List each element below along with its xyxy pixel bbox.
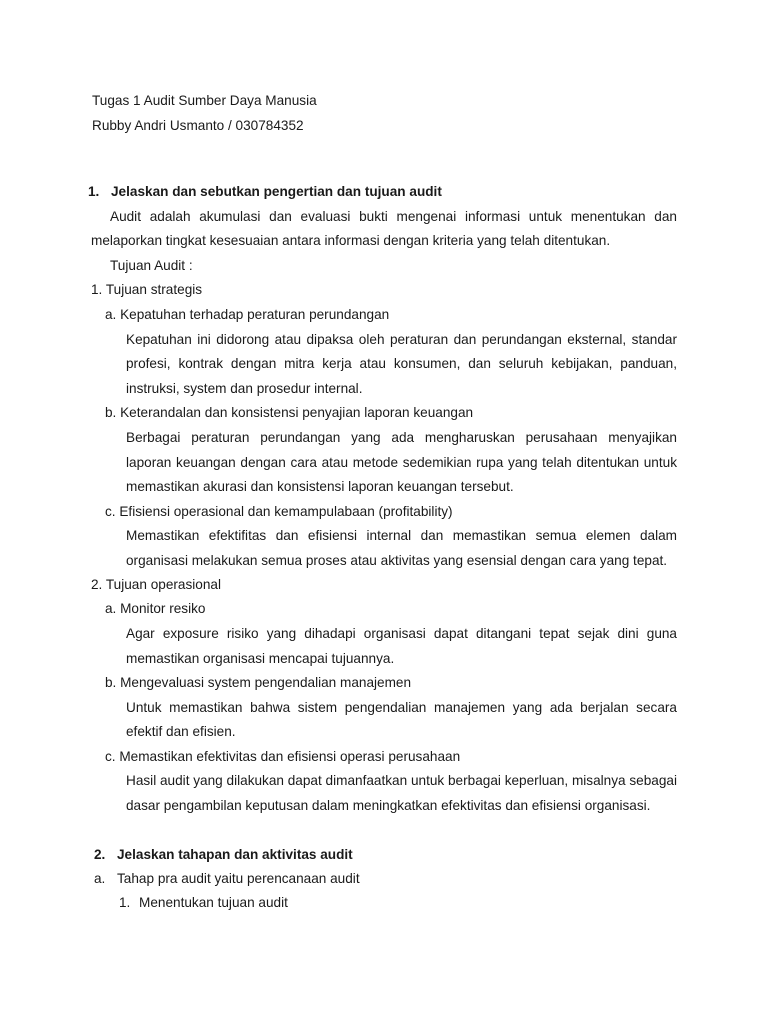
item-2a-line-2: memastikan organisasi mencapai tujuannya. (126, 651, 395, 666)
q2-item-a1-marker: 1. (119, 895, 131, 910)
item-1b-line-3: memastikan akurasi dan konsistensi laporan keuangan tersebut. (126, 479, 514, 494)
item-1a-line-3: instruksi, system dan prosedur internal. (126, 381, 363, 396)
tujuan-audit-label: Tujuan Audit : (110, 258, 193, 273)
q1-definition-line-1: Audit adalah akumulasi dan evaluasi bukti mengenai informasi untuk menentukan dan (110, 209, 677, 224)
q2-heading: Jelaskan tahapan dan aktivitas audit (117, 847, 353, 862)
q2-item-a-title: Tahap pra audit yaitu perencanaan audit (117, 871, 360, 886)
item-1a-line-2: profesi, kontrak dengan mitra kerja atau konsumen, dan seluruh kebijakan, panduan, (126, 356, 677, 371)
item-2c-line-1: Hasil audit yang dilakukan dapat dimanfaatkan untuk berbagai keperluan, misalnya sebagai (126, 773, 677, 788)
item-1c-line-1: Memastikan efektifitas dan efisiensi internal dan memastikan semua elemen dalam (126, 528, 677, 543)
q2-item-a1-title: Menentukan tujuan audit (139, 895, 288, 910)
q2-heading-number: 2. (94, 847, 106, 862)
item-2b-title: b. Mengevaluasi system pengendalian manajemen (105, 675, 412, 690)
q1-heading: Jelaskan dan sebutkan pengertian dan tujuan audit (111, 184, 442, 199)
item-2c-title: c. Memastikan efektivitas dan efisiensi operasi perusahaan (105, 749, 461, 764)
item-1a-line-1: Kepatuhan ini didorong atau dipaksa oleh peraturan dan perundangan eksternal, standar (126, 332, 677, 347)
q2-item-a-marker: a. (94, 871, 106, 886)
author-line: Rubby Andri Usmanto / 030784352 (92, 118, 304, 133)
item-1b-line-2: laporan keuangan dengan cara atau metode sedemikian rupa yang telah ditentukan untuk (126, 455, 677, 470)
item-1a-title: a. Kepatuhan terhadap peraturan perundangan (105, 307, 390, 322)
q1-definition-line-2: melaporkan tingkat kesesuaian antara informasi dengan kriteria yang telah ditentukan. (91, 233, 611, 248)
section-1-title: 1. Tujuan strategis (91, 282, 203, 297)
document-title: Tugas 1 Audit Sumber Daya Manusia (92, 93, 317, 108)
item-2a-line-1: Agar exposure risiko yang dihadapi organisasi dapat ditangani tepat sejak dini guna (126, 626, 677, 641)
item-1c-title: c. Efisiensi operasional dan kemampulabaan (profitability) (105, 504, 453, 519)
item-1c-line-2: organisasi melakukan semua proses atau aktivitas yang esensial dengan cara yang tepat. (126, 553, 668, 568)
item-2b-line-2: efektif dan efisien. (126, 724, 236, 739)
item-1b-line-1: Berbagai peraturan perundangan yang ada mengharuskan perusahaan menyajikan (126, 430, 677, 445)
item-2a-title: a. Monitor resiko (105, 601, 206, 616)
item-2b-line-1: Untuk memastikan bahwa sistem pengendalian manajemen yang ada berjalan secara (126, 700, 677, 715)
q1-heading-number: 1. (88, 184, 100, 199)
item-2c-line-2: dasar pengambilan keputusan dalam meningkatkan efektivitas dan efisiensi organisasi. (126, 798, 651, 813)
item-1b-title: b. Keterandalan dan konsistensi penyajian laporan keuangan (105, 405, 474, 420)
section-2-title: 2. Tujuan operasional (91, 577, 221, 592)
